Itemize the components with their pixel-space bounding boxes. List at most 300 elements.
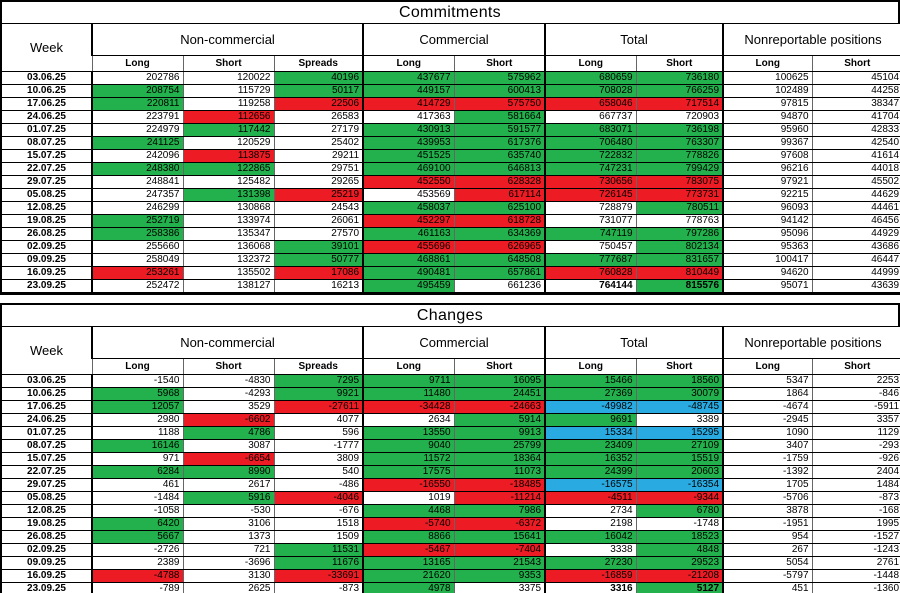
week-cell: 03.06.25	[2, 72, 92, 85]
value-cell: 30079	[636, 388, 723, 401]
value-cell: 452297	[363, 215, 454, 228]
value-cell: 15334	[545, 427, 636, 440]
value-cell: 253261	[92, 267, 183, 280]
column-header: Spreads	[274, 359, 363, 375]
value-cell: 131398	[183, 189, 274, 202]
value-cell: 2734	[545, 505, 636, 518]
group-header: Total	[545, 327, 723, 359]
table-row	[2, 137, 900, 150]
value-cell: 26583	[274, 111, 363, 124]
value-cell: 100417	[723, 254, 812, 267]
value-cell: 648508	[454, 254, 545, 267]
table-row	[2, 518, 900, 531]
value-cell: -7404	[454, 544, 545, 557]
value-cell: 783075	[636, 176, 723, 189]
week-cell: 15.07.25	[2, 453, 92, 466]
value-cell: 44258	[812, 85, 900, 98]
value-cell: 625100	[454, 202, 545, 215]
table-row	[2, 72, 900, 85]
value-cell: 29211	[274, 150, 363, 163]
value-cell: 125482	[183, 176, 274, 189]
value-cell: -6602	[183, 414, 274, 427]
value-cell: 760828	[545, 267, 636, 280]
value-cell: 778826	[636, 150, 723, 163]
group-header: Non-commercial	[92, 24, 363, 56]
value-cell: 25219	[274, 189, 363, 202]
table-row	[2, 189, 900, 202]
table-row	[2, 241, 900, 254]
value-cell: 3529	[183, 401, 274, 414]
value-cell: 2253	[812, 375, 900, 388]
value-cell: 455696	[363, 241, 454, 254]
value-cell: 41614	[812, 150, 900, 163]
value-cell: 726145	[545, 189, 636, 202]
group-header: Commercial	[363, 327, 545, 359]
group-header: Nonreportable positions	[723, 24, 900, 56]
value-cell: -9344	[636, 492, 723, 505]
column-header: Short	[636, 56, 723, 72]
value-cell: 136068	[183, 241, 274, 254]
value-cell: 44461	[812, 202, 900, 215]
value-cell: -1748	[636, 518, 723, 531]
table-row	[2, 505, 900, 518]
value-cell: 815576	[636, 280, 723, 293]
value-cell: 3375	[454, 583, 545, 593]
value-cell: 252719	[92, 215, 183, 228]
changes-section	[0, 303, 900, 593]
value-cell: 540	[274, 466, 363, 479]
value-cell: 248841	[92, 176, 183, 189]
value-cell: 13165	[363, 557, 454, 570]
value-cell: -1058	[92, 505, 183, 518]
value-cell: 132372	[183, 254, 274, 267]
value-cell: 95960	[723, 124, 812, 137]
value-cell: 591577	[454, 124, 545, 137]
value-cell: 971	[92, 453, 183, 466]
table-row	[2, 531, 900, 544]
column-header: Long	[545, 56, 636, 72]
value-cell: 9913	[454, 427, 545, 440]
value-cell: 7295	[274, 375, 363, 388]
value-cell: 5968	[92, 388, 183, 401]
value-cell: 831657	[636, 254, 723, 267]
week-cell: 08.07.25	[2, 440, 92, 453]
value-cell: 138127	[183, 280, 274, 293]
value-cell: 4786	[183, 427, 274, 440]
value-cell: 113875	[183, 150, 274, 163]
value-cell: 4077	[274, 414, 363, 427]
value-cell: 3357	[812, 414, 900, 427]
value-cell: 3389	[636, 414, 723, 427]
week-cell: 19.08.25	[2, 215, 92, 228]
value-cell: 453569	[363, 189, 454, 202]
column-header: Long	[723, 359, 812, 375]
value-cell: 2389	[92, 557, 183, 570]
value-cell: 17575	[363, 466, 454, 479]
value-cell: -5467	[363, 544, 454, 557]
value-cell: 224979	[92, 124, 183, 137]
value-cell: 23409	[545, 440, 636, 453]
value-cell: -34428	[363, 401, 454, 414]
value-cell: 18560	[636, 375, 723, 388]
value-cell: 596	[274, 427, 363, 440]
value-cell: 617114	[454, 189, 545, 202]
value-cell: -1360	[812, 583, 900, 593]
table-row	[2, 440, 900, 453]
week-cell: 01.07.25	[2, 427, 92, 440]
value-cell: 778763	[636, 215, 723, 228]
value-cell: 46447	[812, 254, 900, 267]
commitments-section	[0, 0, 900, 295]
value-cell: 45104	[812, 72, 900, 85]
value-cell: 451	[723, 583, 812, 593]
value-cell: 45502	[812, 176, 900, 189]
value-cell: 95071	[723, 280, 812, 293]
value-cell: 29265	[274, 176, 363, 189]
value-cell: 5667	[92, 531, 183, 544]
value-cell: 3106	[183, 518, 274, 531]
column-header: Long	[723, 56, 812, 72]
changes-title: Changes	[2, 305, 898, 327]
value-cell: 7986	[454, 505, 545, 518]
value-cell: -18485	[454, 479, 545, 492]
value-cell: 26061	[274, 215, 363, 228]
value-cell: 42833	[812, 124, 900, 137]
value-cell: 764144	[545, 280, 636, 293]
value-cell: -4788	[92, 570, 183, 583]
value-cell: 5054	[723, 557, 812, 570]
week-cell: 15.07.25	[2, 150, 92, 163]
value-cell: 773731	[636, 189, 723, 202]
value-cell: 27179	[274, 124, 363, 137]
header-sub-row	[2, 56, 900, 72]
value-cell: -4511	[545, 492, 636, 505]
week-cell: 16.09.25	[2, 267, 92, 280]
group-header: Commercial	[363, 24, 545, 56]
value-cell: -2945	[723, 414, 812, 427]
value-cell: 2198	[545, 518, 636, 531]
value-cell: 3316	[545, 583, 636, 593]
value-cell: 9921	[274, 388, 363, 401]
value-cell: 39101	[274, 241, 363, 254]
value-cell: -6372	[454, 518, 545, 531]
value-cell: 95096	[723, 228, 812, 241]
value-cell: 258386	[92, 228, 183, 241]
value-cell: -27611	[274, 401, 363, 414]
table-row	[2, 124, 900, 137]
value-cell: 43639	[812, 280, 900, 293]
value-cell: -676	[274, 505, 363, 518]
value-cell: 13550	[363, 427, 454, 440]
table-row	[2, 254, 900, 267]
value-cell: 452550	[363, 176, 454, 189]
value-cell: 4468	[363, 505, 454, 518]
week-cell: 22.07.25	[2, 163, 92, 176]
value-cell: 21543	[454, 557, 545, 570]
group-header: Total	[545, 24, 723, 56]
value-cell: 802134	[636, 241, 723, 254]
value-cell: 15519	[636, 453, 723, 466]
value-cell: 27369	[545, 388, 636, 401]
value-cell: 750457	[545, 241, 636, 254]
value-cell: 1864	[723, 388, 812, 401]
value-cell: 730656	[545, 176, 636, 189]
value-cell: 736180	[636, 72, 723, 85]
table-row	[2, 453, 900, 466]
value-cell: 50117	[274, 85, 363, 98]
value-cell: 4848	[636, 544, 723, 557]
value-cell: 3130	[183, 570, 274, 583]
value-cell: 258049	[92, 254, 183, 267]
value-cell: 4978	[363, 583, 454, 593]
value-cell: 255660	[92, 241, 183, 254]
value-cell: 1090	[723, 427, 812, 440]
value-cell: 9353	[454, 570, 545, 583]
value-cell: 706480	[545, 137, 636, 150]
value-cell: 667737	[545, 111, 636, 124]
value-cell: 16146	[92, 440, 183, 453]
value-cell: 92215	[723, 189, 812, 202]
value-cell: 430913	[363, 124, 454, 137]
value-cell: 736198	[636, 124, 723, 137]
value-cell: 461	[92, 479, 183, 492]
week-column-header: Week	[2, 327, 92, 375]
value-cell: -4293	[183, 388, 274, 401]
table-row	[2, 176, 900, 189]
value-cell: 720903	[636, 111, 723, 124]
value-cell: 223791	[92, 111, 183, 124]
value-cell: 115729	[183, 85, 274, 98]
value-cell: -1392	[723, 466, 812, 479]
value-cell: -5911	[812, 401, 900, 414]
value-cell: -5740	[363, 518, 454, 531]
table-row	[2, 466, 900, 479]
column-header: Short	[454, 56, 545, 72]
value-cell: 9691	[545, 414, 636, 427]
value-cell: 1995	[812, 518, 900, 531]
value-cell: 18364	[454, 453, 545, 466]
week-cell: 17.06.25	[2, 401, 92, 414]
value-cell: 1373	[183, 531, 274, 544]
value-cell: 44929	[812, 228, 900, 241]
week-cell: 29.07.25	[2, 479, 92, 492]
week-cell: 29.07.25	[2, 176, 92, 189]
value-cell: 617376	[454, 137, 545, 150]
table-row	[2, 557, 900, 570]
value-cell: 747119	[545, 228, 636, 241]
value-cell: 490481	[363, 267, 454, 280]
value-cell: 1019	[363, 492, 454, 505]
value-cell: 96216	[723, 163, 812, 176]
value-cell: 25402	[274, 137, 363, 150]
value-cell: 797286	[636, 228, 723, 241]
value-cell: 3407	[723, 440, 812, 453]
value-cell: -1540	[92, 375, 183, 388]
value-cell: 242096	[92, 150, 183, 163]
value-cell: -11214	[454, 492, 545, 505]
value-cell: -1527	[812, 531, 900, 544]
value-cell: 27230	[545, 557, 636, 570]
value-cell: 248380	[92, 163, 183, 176]
value-cell: 130868	[183, 202, 274, 215]
value-cell: 661236	[454, 280, 545, 293]
value-cell: 8866	[363, 531, 454, 544]
value-cell: 25799	[454, 440, 545, 453]
value-cell: -530	[183, 505, 274, 518]
week-cell: 05.08.25	[2, 189, 92, 202]
value-cell: 50777	[274, 254, 363, 267]
table-row	[2, 228, 900, 241]
column-header: Short	[812, 359, 900, 375]
value-cell: 458037	[363, 202, 454, 215]
value-cell: 2634	[363, 414, 454, 427]
value-cell: 3809	[274, 453, 363, 466]
value-cell: 626965	[454, 241, 545, 254]
value-cell: 722832	[545, 150, 636, 163]
table-row	[2, 202, 900, 215]
table-row	[2, 388, 900, 401]
value-cell: 451525	[363, 150, 454, 163]
value-cell: -789	[92, 583, 183, 593]
value-cell: 135502	[183, 267, 274, 280]
value-cell: 208754	[92, 85, 183, 98]
value-cell: 42540	[812, 137, 900, 150]
value-cell: 417363	[363, 111, 454, 124]
value-cell: 16042	[545, 531, 636, 544]
value-cell: 9040	[363, 440, 454, 453]
week-cell: 10.06.25	[2, 388, 92, 401]
week-cell: 08.07.25	[2, 137, 92, 150]
value-cell: 954	[723, 531, 812, 544]
value-cell: 18523	[636, 531, 723, 544]
value-cell: -1243	[812, 544, 900, 557]
value-cell: 6780	[636, 505, 723, 518]
value-cell: -1777	[274, 440, 363, 453]
value-cell: 29751	[274, 163, 363, 176]
value-cell: 133974	[183, 215, 274, 228]
column-header: Short	[636, 359, 723, 375]
value-cell: -48745	[636, 401, 723, 414]
week-cell: 19.08.25	[2, 518, 92, 531]
value-cell: -3696	[183, 557, 274, 570]
value-cell: 1188	[92, 427, 183, 440]
value-cell: 40196	[274, 72, 363, 85]
value-cell: 27109	[636, 440, 723, 453]
value-cell: -33691	[274, 570, 363, 583]
value-cell: -6654	[183, 453, 274, 466]
column-header: Long	[363, 56, 454, 72]
value-cell: 16352	[545, 453, 636, 466]
value-cell: 2617	[183, 479, 274, 492]
value-cell: 15641	[454, 531, 545, 544]
value-cell: 728879	[545, 202, 636, 215]
value-cell: 16213	[274, 280, 363, 293]
value-cell: 27570	[274, 228, 363, 241]
value-cell: 1518	[274, 518, 363, 531]
value-cell: 220811	[92, 98, 183, 111]
week-cell: 09.09.25	[2, 254, 92, 267]
value-cell: 95363	[723, 241, 812, 254]
value-cell: 99367	[723, 137, 812, 150]
value-cell: 468861	[363, 254, 454, 267]
value-cell: 94620	[723, 267, 812, 280]
week-cell: 05.08.25	[2, 492, 92, 505]
value-cell: 461163	[363, 228, 454, 241]
column-header: Long	[545, 359, 636, 375]
value-cell: 102489	[723, 85, 812, 98]
value-cell: 24399	[545, 466, 636, 479]
table-row	[2, 163, 900, 176]
value-cell: 96093	[723, 202, 812, 215]
value-cell: 29523	[636, 557, 723, 570]
week-cell: 26.08.25	[2, 228, 92, 241]
week-cell: 26.08.25	[2, 531, 92, 544]
value-cell: 575750	[454, 98, 545, 111]
value-cell: 41704	[812, 111, 900, 124]
week-cell: 03.06.25	[2, 375, 92, 388]
value-cell: -1759	[723, 453, 812, 466]
value-cell: -16550	[363, 479, 454, 492]
value-cell: 657861	[454, 267, 545, 280]
value-cell: 731077	[545, 215, 636, 228]
value-cell: 97608	[723, 150, 812, 163]
table-row	[2, 414, 900, 427]
value-cell: 414729	[363, 98, 454, 111]
value-cell: 1509	[274, 531, 363, 544]
value-cell: 241125	[92, 137, 183, 150]
value-cell: 766259	[636, 85, 723, 98]
table-row	[2, 544, 900, 557]
value-cell: 628328	[454, 176, 545, 189]
value-cell: 763307	[636, 137, 723, 150]
value-cell: 6284	[92, 466, 183, 479]
value-cell: 135347	[183, 228, 274, 241]
value-cell: 717514	[636, 98, 723, 111]
value-cell: 12057	[92, 401, 183, 414]
value-cell: 469100	[363, 163, 454, 176]
column-header: Short	[183, 56, 274, 72]
value-cell: 20603	[636, 466, 723, 479]
value-cell: -293	[812, 440, 900, 453]
week-cell: 24.06.25	[2, 111, 92, 124]
value-cell: -5797	[723, 570, 812, 583]
commitments-table	[2, 24, 900, 293]
value-cell: 5916	[183, 492, 274, 505]
column-header: Long	[92, 359, 183, 375]
week-cell: 24.06.25	[2, 414, 92, 427]
value-cell: 1484	[812, 479, 900, 492]
value-cell: 439953	[363, 137, 454, 150]
value-cell: 8990	[183, 466, 274, 479]
week-cell: 12.08.25	[2, 505, 92, 518]
value-cell: 437677	[363, 72, 454, 85]
value-cell: 246299	[92, 202, 183, 215]
table-row	[2, 111, 900, 124]
value-cell: -1448	[812, 570, 900, 583]
value-cell: 22506	[274, 98, 363, 111]
column-header: Short	[183, 359, 274, 375]
value-cell: 1705	[723, 479, 812, 492]
value-cell: 5127	[636, 583, 723, 593]
group-header: Nonreportable positions	[723, 327, 900, 359]
value-cell: -5706	[723, 492, 812, 505]
value-cell: 810449	[636, 267, 723, 280]
value-cell: 618728	[454, 215, 545, 228]
week-cell: 10.06.25	[2, 85, 92, 98]
value-cell: -16575	[545, 479, 636, 492]
column-header: Long	[363, 359, 454, 375]
value-cell: 112656	[183, 111, 274, 124]
